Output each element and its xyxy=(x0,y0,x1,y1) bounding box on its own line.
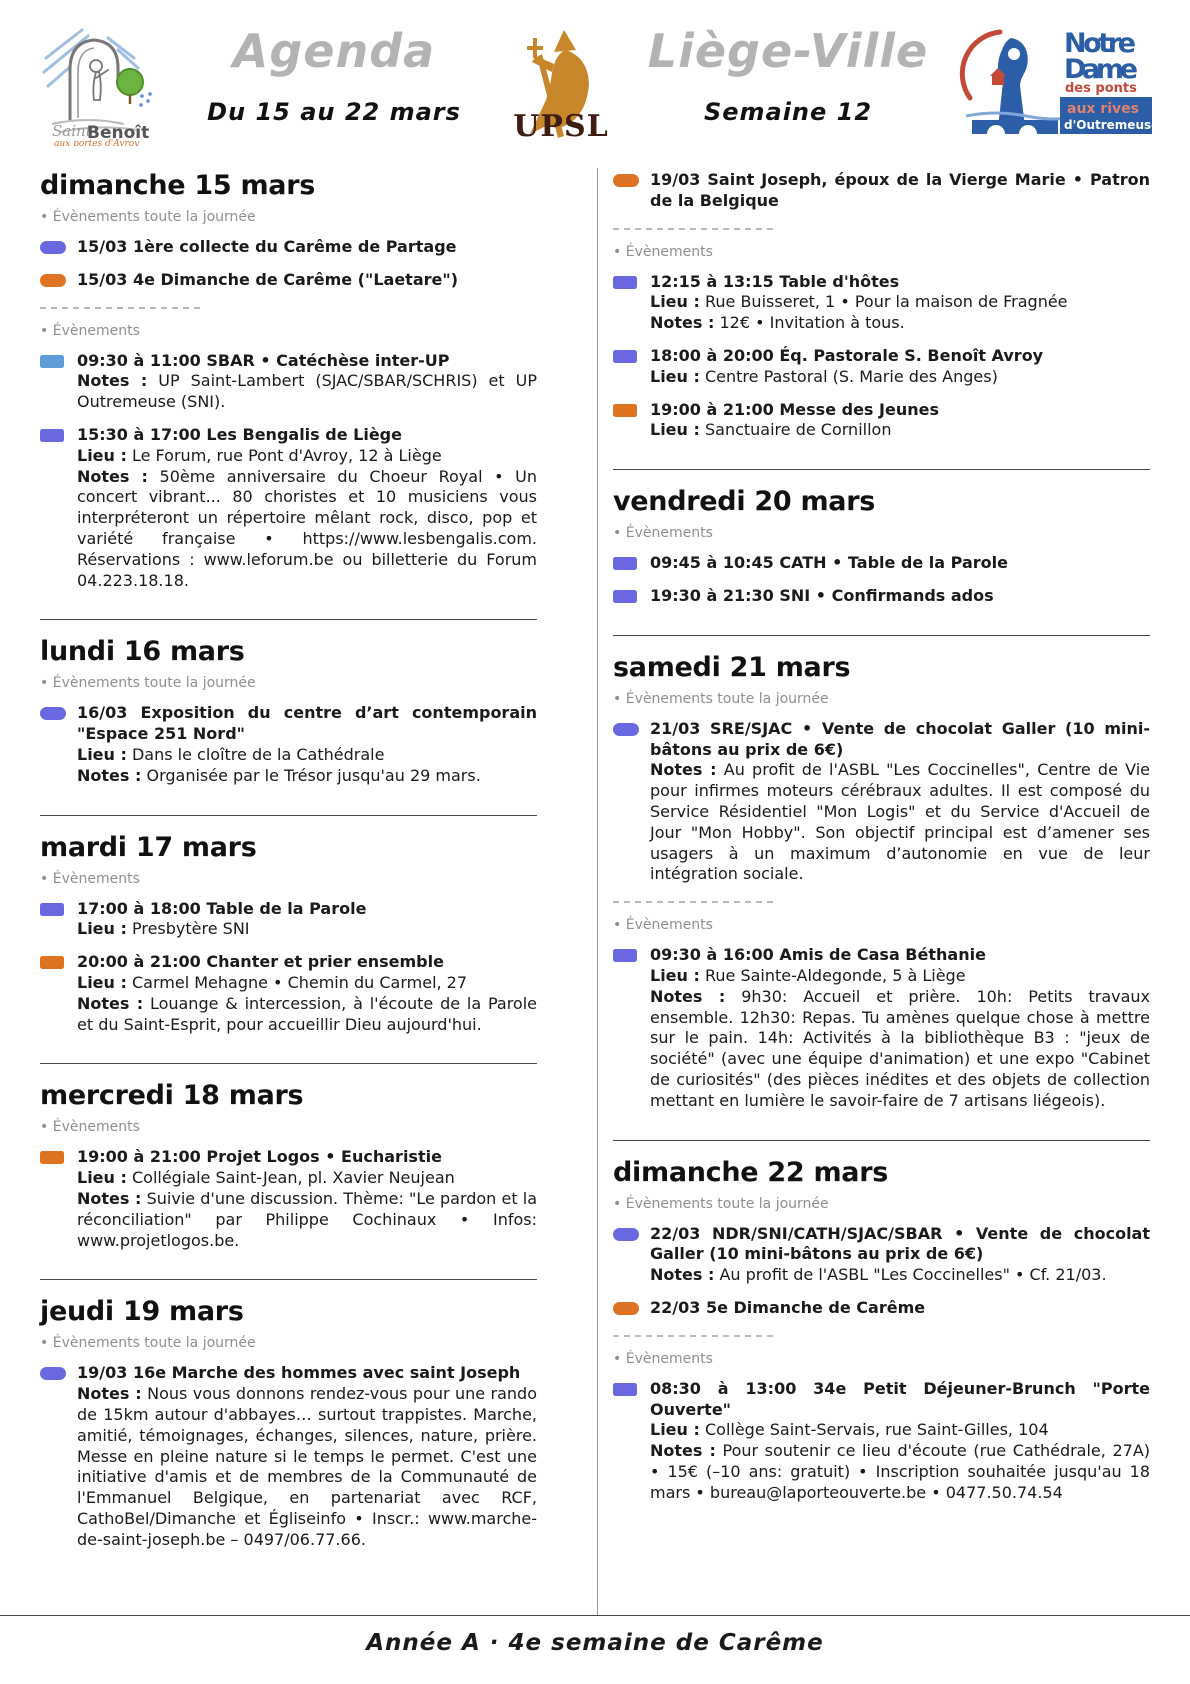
events-group-label: • Évènements xyxy=(40,871,537,887)
event-notes xyxy=(650,313,1150,334)
events-group-label: • Évènements toute la journée xyxy=(613,691,1150,707)
event-lieu xyxy=(650,966,1150,987)
events-group-label: • Évènements xyxy=(613,917,1150,933)
upsl-bishop-icon xyxy=(502,24,620,142)
event-notes-text: UP Saint-Lambert (SJAC/SBAR/SCHRIS) et UP Outremeuse (SNI). xyxy=(77,371,538,412)
day-heading: mercredi 18 mars xyxy=(40,1080,304,1112)
day-section xyxy=(613,635,1150,1134)
event-body xyxy=(77,270,537,291)
event-item xyxy=(613,272,1150,334)
orange-pill-icon xyxy=(613,1302,639,1315)
lieu-label: Lieu : xyxy=(650,366,700,386)
events-group-label: • Évènements toute la journée xyxy=(40,1335,537,1351)
day-heading: samedi 21 mars xyxy=(613,651,851,683)
day-section xyxy=(40,168,537,613)
dashed-separator xyxy=(613,228,773,230)
notes-label: Notes : xyxy=(77,1384,142,1404)
events-group-label: • Évènements toute la journée xyxy=(613,1196,1150,1212)
event-item xyxy=(40,899,537,941)
day-heading: vendredi 20 mars xyxy=(613,486,875,518)
event-body xyxy=(650,719,1150,885)
event-item xyxy=(613,1224,1150,1286)
notre-dame-text-3: des ponts xyxy=(1065,81,1137,96)
lieu-label: Lieu : xyxy=(77,919,127,939)
event-marker-cell xyxy=(613,400,650,442)
agenda-title: Agenda xyxy=(232,24,436,78)
event-notes xyxy=(77,371,537,413)
notes-label: Notes : xyxy=(650,313,715,333)
event-notes-text: 9h30: Accueil et prière. 10h: Petits travaux ensemble. 12h30: Repas. Tu amènes quelque chose à mettre sur le pain. 14h: Activités à la bibliothèque B3 : "jeux de société" (avec une équipe d'animation) et une expo "Cabinet de curiosités" (des pièces inédites et des objets de collection mettant en lumière le savoir-faire de 7 artisans liégeois). xyxy=(650,986,1151,1110)
notes-label: Notes : xyxy=(77,993,144,1013)
lieu-label: Lieu : xyxy=(77,1168,127,1188)
event-marker-cell xyxy=(40,237,77,258)
event-title: 15/03 1ère collecte du Carême de Partage xyxy=(77,237,457,256)
notre-dame-text-5: d'Outremeuse xyxy=(1064,118,1156,132)
event-body xyxy=(650,586,1150,607)
saint-benoit-logo-drawing xyxy=(38,24,166,146)
saint-benoit-logo-tagline: aux portes d'Avroy xyxy=(54,139,140,146)
purple-rect-icon xyxy=(613,1383,637,1396)
event-title: 09:30 à 11:00 SBAR • Catéchèse inter-UP xyxy=(77,350,450,370)
event-item xyxy=(613,170,1150,212)
event-marker-cell xyxy=(613,272,650,334)
purple-pill-icon xyxy=(40,241,66,254)
event-title: 22/03 NDR/SNI/CATH/SJAC/SBAR • Vente de chocolat Galler (10 mini-bâtons au prix de 6€) xyxy=(650,1223,1150,1264)
notre-dame-text-2: Dame xyxy=(1064,54,1138,85)
lieu-label: Lieu : xyxy=(650,1420,700,1440)
event-marker-cell xyxy=(40,425,77,591)
event-lieu xyxy=(77,446,537,467)
right-column xyxy=(597,168,1150,1615)
liturgical-week-label: Année A · 4e semaine de Carême xyxy=(366,1630,824,1656)
event-title: 21/03 SRE/SJAC • Vente de chocolat Galler (10 mini-bâtons au prix de 6€) xyxy=(650,718,1150,759)
event-body xyxy=(650,1379,1150,1504)
event-title: 19/03 Saint Joseph, époux de la Vierge Marie • Patron de la Belgique xyxy=(650,170,1150,210)
upsl-logo xyxy=(502,24,620,146)
upsl-logo-text: UPSL xyxy=(513,109,609,142)
orange-pill-icon xyxy=(40,274,66,287)
purple-pill-icon xyxy=(40,1367,66,1380)
event-title: 17:00 à 18:00 Table de la Parole xyxy=(77,898,367,918)
event-marker-cell xyxy=(613,586,650,607)
events-group-label: • Évènements toute la journée xyxy=(40,675,537,691)
event-body xyxy=(650,400,1150,442)
event-notes xyxy=(77,994,537,1036)
event-marker-cell xyxy=(613,346,650,388)
week-number-subtitle: Semaine 12 xyxy=(703,98,873,126)
event-title: 16/03 Exposition du centre d’art contemporain "Espace 251 Nord" xyxy=(77,703,537,744)
event-marker-cell xyxy=(40,1147,77,1251)
event-lieu xyxy=(77,973,537,994)
purple-rect-icon xyxy=(40,903,64,916)
purple-rect-icon xyxy=(613,350,637,363)
saint-benoit-logo xyxy=(38,24,166,150)
event-title: 19:00 à 21:00 Projet Logos • Eucharistie xyxy=(77,1147,442,1167)
event-lieu xyxy=(650,1420,1150,1441)
event-lieu xyxy=(650,292,1150,313)
notes-label: Notes : xyxy=(650,760,717,780)
event-marker-cell xyxy=(613,1298,650,1319)
event-notes-text: Louange & intercession, à l'écoute de la Parole et du Saint-Esprit, pour accueillir Dieu aujourd'hui. xyxy=(77,993,537,1034)
dashed-separator xyxy=(613,1335,773,1337)
blue-rect-icon xyxy=(40,355,64,368)
events-group-label: • Évènements xyxy=(613,525,1150,541)
day-heading: dimanche 22 mars xyxy=(613,1156,889,1188)
events-group-label: • Évènements xyxy=(613,244,1150,260)
event-marker-cell xyxy=(40,351,77,413)
event-item xyxy=(613,945,1150,1111)
event-lieu-text: Sanctuaire de Cornillon xyxy=(704,420,892,440)
event-lieu-text: Collège Saint-Servais, rue Saint-Gilles, 104 xyxy=(704,1420,1049,1440)
event-lieu-text: Carmel Mehagne • Chemin du Carmel, 27 xyxy=(131,972,468,992)
event-lieu xyxy=(77,919,537,940)
event-body xyxy=(650,1298,1150,1319)
event-title: 15:30 à 17:00 Les Bengalis de Liège xyxy=(77,424,402,444)
event-notes xyxy=(77,1189,537,1251)
event-notes-text: Nous vous donnons rendez-vous pour une rando de 15km autour d'abbayes… surtout trappistes. Marche, amitié, témoignages, échanges, silences, nature, prière. Messe en pleine nature si le temps le permet. C'est une initiative d'amis et de membres de la Communauté de l'Emmanuel Belgique, en partenariat avec RCF, CathoBel/Dimanche et Égliseinfo • Inscr.: www.marche-de-saint-joseph.be – 0497/06.77.66. xyxy=(77,1384,538,1549)
event-title: 18:00 à 20:00 Éq. Pastorale S. Benoît Avroy xyxy=(650,345,1044,365)
event-marker-cell xyxy=(613,1379,650,1504)
header-right-block xyxy=(620,24,956,126)
event-title: 08:30 à 13:00 34e Petit Déjeuner-Brunch "Porte Ouverte" xyxy=(650,1378,1150,1419)
orange-rect-icon xyxy=(40,956,64,969)
event-title: 22/03 5e Dimanche de Carême xyxy=(650,1297,926,1317)
event-lieu xyxy=(77,745,537,766)
event-title: 09:45 à 10:45 CATH • Table de la Parole xyxy=(650,553,1008,573)
event-item xyxy=(613,400,1150,442)
purple-pill-icon xyxy=(613,1228,639,1241)
notes-label: Notes : xyxy=(77,1188,142,1208)
notes-label: Notes : xyxy=(650,1441,716,1461)
event-item xyxy=(613,553,1150,574)
orange-rect-icon xyxy=(613,404,637,417)
notes-label: Notes : xyxy=(650,1265,715,1285)
event-marker-cell xyxy=(613,1224,650,1286)
events-group-label: • Évènements toute la journée xyxy=(40,209,537,225)
event-item xyxy=(613,346,1150,388)
purple-rect-icon xyxy=(40,429,64,442)
lieu-label: Lieu : xyxy=(77,744,127,764)
event-body xyxy=(77,952,537,1035)
event-marker-cell xyxy=(613,719,650,885)
event-marker-cell xyxy=(40,1363,77,1550)
event-lieu-text: Rue Buisseret, 1 • Pour la maison de Fragnée xyxy=(704,292,1068,312)
event-body xyxy=(650,170,1150,212)
saint-benoit-logo-text-2: Benoît xyxy=(87,123,150,143)
header-left-block xyxy=(166,24,502,126)
event-notes-text: Pour soutenir ce lieu d'écoute (rue Cathédrale, 27A) • 15€ (–10 ans: gratuit) • Inscription souhaitée jusqu'au 18 mars • bureau@laporteouverte.be • 0477.50.74.54 xyxy=(650,1441,1151,1502)
event-item xyxy=(40,351,537,413)
event-body xyxy=(77,703,537,786)
dashed-separator xyxy=(613,901,773,903)
day-section xyxy=(613,1140,1150,1526)
notes-label: Notes : xyxy=(77,371,148,391)
event-item xyxy=(613,1379,1150,1504)
event-lieu-text: Presbytère SNI xyxy=(131,919,250,939)
event-notes-text: 12€ • Invitation à tous. xyxy=(719,313,905,333)
day-heading: dimanche 15 mars xyxy=(40,170,316,201)
event-notes xyxy=(650,1441,1150,1503)
event-lieu xyxy=(77,1168,537,1189)
event-lieu-text: Dans le cloître de la Cathédrale xyxy=(131,744,385,764)
event-title: 19:00 à 21:00 Messe des Jeunes xyxy=(650,399,939,419)
event-body xyxy=(77,237,537,258)
lieu-label: Lieu : xyxy=(77,972,127,992)
event-body xyxy=(650,945,1150,1111)
event-item xyxy=(40,952,537,1035)
event-lieu-text: Centre Pastoral (S. Marie des Anges) xyxy=(704,366,998,386)
day-section xyxy=(40,1279,537,1572)
event-marker-cell xyxy=(613,170,650,212)
day-heading: mardi 17 mars xyxy=(40,831,257,863)
day-heading: lundi 16 mars xyxy=(40,636,245,668)
notes-label: Notes : xyxy=(77,466,148,486)
event-item xyxy=(40,703,537,786)
lieu-label: Lieu : xyxy=(77,445,127,465)
event-item xyxy=(613,586,1150,607)
event-lieu-text: Le Forum, rue Pont d'Avroy, 12 à Liège xyxy=(131,445,442,465)
purple-pill-icon xyxy=(613,723,639,736)
event-lieu-text: Collégiale Saint-Jean, pl. Xavier Neujean xyxy=(131,1168,455,1188)
event-title: 20:00 à 21:00 Chanter et prier ensemble xyxy=(77,952,444,972)
lieu-label: Lieu : xyxy=(650,965,700,985)
event-lieu xyxy=(650,420,1150,441)
event-item xyxy=(40,425,537,591)
page-footer xyxy=(0,1615,1190,1684)
date-range-subtitle: Du 15 au 22 mars xyxy=(207,98,461,126)
event-item xyxy=(40,270,537,291)
event-body xyxy=(77,425,537,591)
event-lieu xyxy=(650,367,1150,388)
event-notes-text: Au profit de l'ASBL "Les Coccinelles" • Cf. 21/03. xyxy=(719,1265,1107,1285)
event-notes xyxy=(77,467,537,592)
event-item xyxy=(40,1363,537,1550)
event-title: 09:30 à 16:00 Amis de Casa Béthanie xyxy=(650,945,986,965)
event-body xyxy=(650,272,1150,334)
event-marker-cell xyxy=(613,553,650,574)
event-title: 19/03 16e Marche des hommes avec saint Joseph xyxy=(77,1363,521,1383)
notre-dame-logo xyxy=(956,24,1156,146)
event-notes-text: Au profit de l'ASBL "Les Coccinelles", Centre de Vie pour infirmes moteurs cérébraux adultes. Il est composé du Service Résidentiel "Mon Logis" et du Service d'Accueil de Jour "Mon Hobby". Son objectif principal est d’amener ses usagers à un maximum d’autonomie en vue de leur intégration sociale. xyxy=(650,760,1151,884)
purple-rect-icon xyxy=(613,949,637,962)
notes-label: Notes : xyxy=(650,986,726,1006)
saint-benoit-logo-text-1: Saint xyxy=(52,122,92,140)
event-body xyxy=(77,1363,537,1550)
event-body xyxy=(650,553,1150,574)
day-section xyxy=(613,168,1150,463)
page-header xyxy=(0,0,1190,150)
event-notes xyxy=(650,1265,1150,1286)
event-title: 15/03 4e Dimanche de Carême ("Laetare") xyxy=(77,269,458,289)
purple-rect-icon xyxy=(613,590,637,603)
event-item xyxy=(613,1298,1150,1319)
notre-dame-text-1: Notre xyxy=(1064,28,1136,59)
event-marker-cell xyxy=(40,899,77,941)
event-body xyxy=(650,1224,1150,1286)
lieu-label: Lieu : xyxy=(650,292,700,312)
day-section xyxy=(40,619,537,808)
event-notes xyxy=(650,987,1150,1112)
event-body xyxy=(77,899,537,941)
event-marker-cell xyxy=(40,952,77,1035)
event-body xyxy=(77,351,537,413)
event-item xyxy=(613,719,1150,885)
event-title: 12:15 à 13:15 Table d'hôtes xyxy=(650,271,900,291)
left-column xyxy=(40,168,537,1615)
events-group-label: • Évènements xyxy=(40,323,537,339)
event-lieu-text: Rue Sainte-Aldegonde, 5 à Liège xyxy=(704,965,966,985)
day-section xyxy=(40,815,537,1058)
event-item xyxy=(40,1147,537,1251)
event-notes xyxy=(77,766,537,787)
event-marker-cell xyxy=(613,945,650,1111)
day-heading: jeudi 19 mars xyxy=(40,1296,244,1328)
notes-label: Notes : xyxy=(77,765,142,785)
notre-dame-text-4: aux rives xyxy=(1067,101,1139,117)
event-marker-cell xyxy=(40,703,77,786)
events-group-label: • Évènements xyxy=(40,1119,537,1135)
purple-rect-icon xyxy=(613,557,637,570)
event-body xyxy=(650,346,1150,388)
purple-rect-icon xyxy=(613,276,637,289)
dashed-separator xyxy=(40,307,200,309)
agenda-columns xyxy=(0,168,1190,1615)
event-notes-text: Suivie d'une discussion. Thème: "Le pardon et la réconciliation" par Philippe Cochinaux • Infos: www.projetlogos.be. xyxy=(77,1188,537,1250)
purple-pill-icon xyxy=(40,707,66,720)
event-notes-text: 50ème anniversaire du Choeur Royal • Un concert vibrant... 80 choristes et 10 musiciens vous interpréteront un répertoire mêlant rock, disco, pop et variété française • https://www.lesbengalis.com. Réservations : www.leforum.be ou billetterie du Forum 04.223.18.18. xyxy=(77,466,538,590)
liege-ville-title: Liège-Ville xyxy=(647,24,929,78)
event-notes-text: Organisée par le Trésor jusqu'au 29 mars. xyxy=(146,765,481,785)
day-section xyxy=(40,1063,537,1273)
event-notes xyxy=(77,1384,537,1550)
notre-dame-logo-drawing xyxy=(956,24,1156,142)
events-group-label: • Évènements xyxy=(613,1351,1150,1367)
event-marker-cell xyxy=(40,270,77,291)
orange-rect-icon xyxy=(40,1151,64,1164)
event-notes xyxy=(650,760,1150,885)
lieu-label: Lieu : xyxy=(650,420,700,440)
day-section xyxy=(613,469,1150,629)
event-item xyxy=(40,237,537,258)
event-title: 19:30 à 21:30 SNI • Confirmands ados xyxy=(650,585,994,605)
orange-pill-icon xyxy=(613,174,639,187)
event-body xyxy=(77,1147,537,1251)
